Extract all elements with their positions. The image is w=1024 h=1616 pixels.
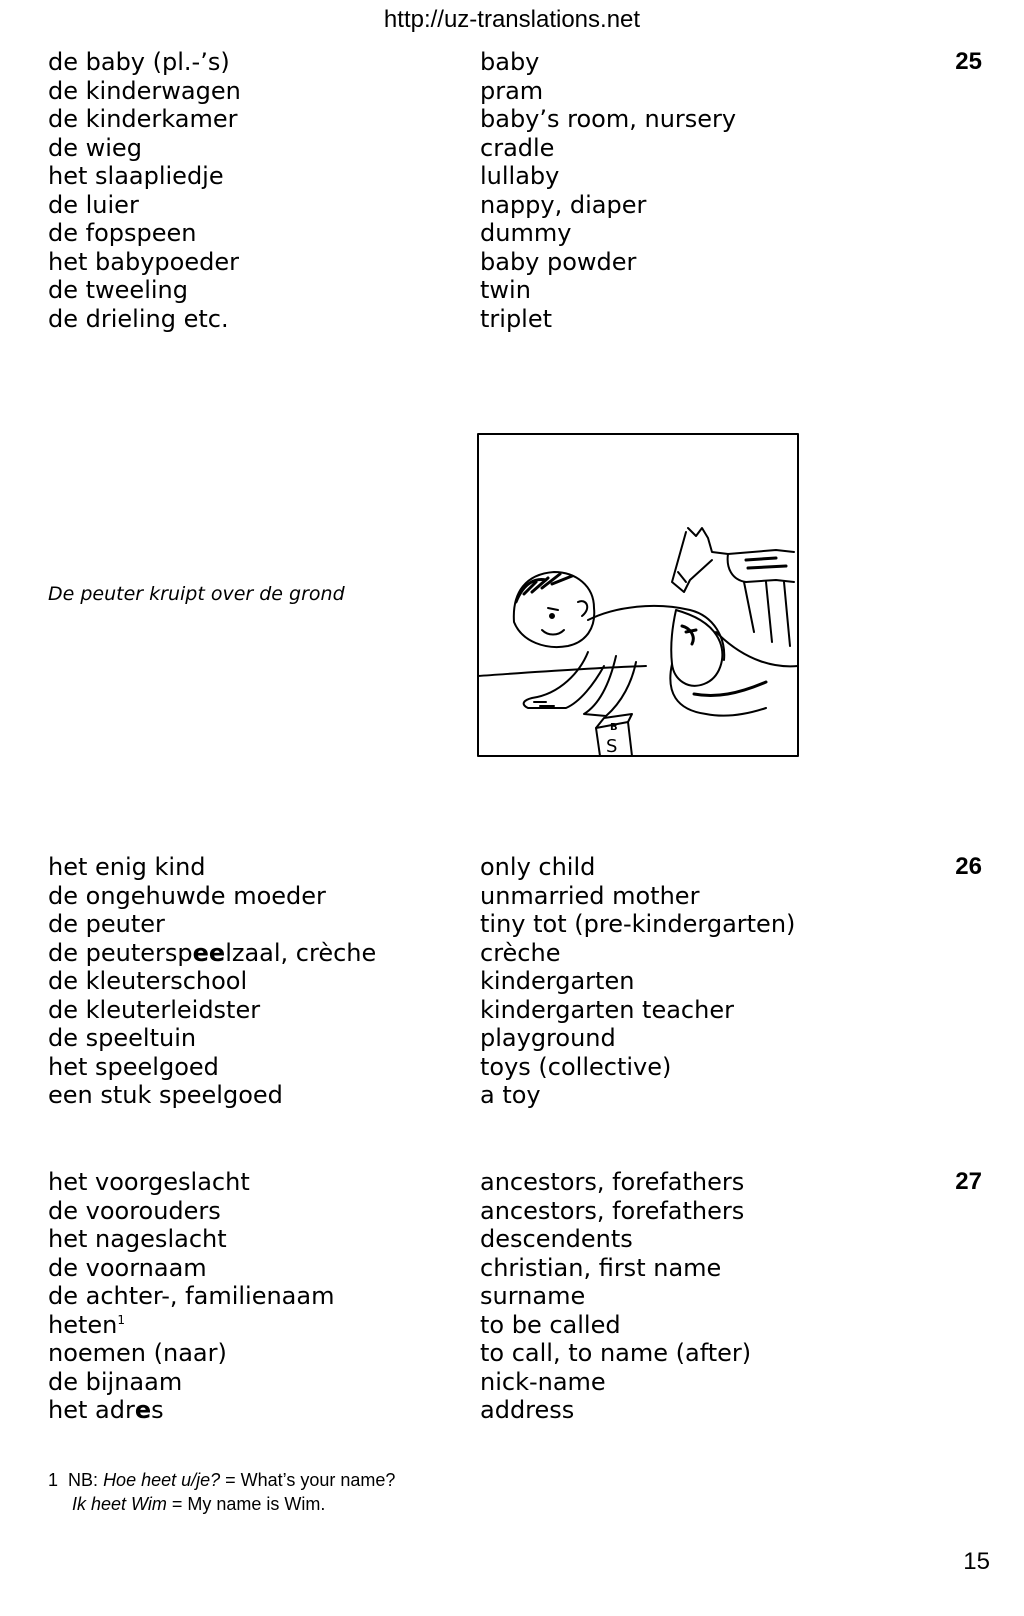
vocab-row (0, 248, 1024, 277)
vocab-row (0, 853, 1024, 882)
dutch-term-part: s (151, 1396, 164, 1424)
vocab-row (0, 1024, 1024, 1053)
dutch-term-part: lzaal, crèche (225, 938, 377, 967)
english-term: pram (480, 76, 544, 105)
english-term: toys (collective) (480, 1052, 672, 1081)
dutch-term: een stuk speelgoed (48, 1081, 283, 1109)
dutch-term-part: het adr (48, 1396, 135, 1424)
vocab-row (0, 996, 1024, 1025)
english-term: baby’s room, nursery (480, 105, 737, 133)
english-term: triplet (480, 304, 553, 333)
block-letter-top: B (610, 722, 618, 733)
dutch-term: de ongehuwde moeder (48, 881, 326, 910)
vocab-row (0, 1053, 1024, 1082)
section-number: 25 (955, 48, 982, 75)
dutch-term-part: heten (48, 1310, 118, 1339)
dutch-term: de baby (pl.-’s) (48, 48, 230, 76)
vocab-row (0, 48, 1024, 77)
dutch-term: de kleuterleidster (48, 995, 261, 1024)
vocab-row (0, 967, 1024, 996)
dutch-term: de voorouders (48, 1196, 221, 1225)
english-term: christian, first name (480, 1253, 722, 1282)
dutch-term: het enig kind (48, 853, 206, 881)
vocab-row (0, 1254, 1024, 1283)
english-term: crèche (480, 938, 561, 967)
vocab-row (0, 134, 1024, 163)
header-url: http://uz-translations.net (383, 6, 641, 33)
dutch-term: de drieling etc. (48, 304, 229, 333)
footnote-ref: 1 (117, 1312, 126, 1327)
vocab-row (0, 105, 1024, 134)
section-26 (0, 853, 1024, 1110)
dutch-term: de voornaam (48, 1253, 207, 1282)
english-term: playground (480, 1024, 616, 1052)
vocab-row (0, 882, 1024, 911)
dutch-term: de kinderwagen (48, 76, 241, 105)
footnote-line-2 (48, 1492, 395, 1516)
english-term: dummy (480, 219, 572, 247)
footnote-line-1 (48, 1468, 395, 1492)
dutch-term: de tweeling (48, 276, 188, 304)
vocab-row (0, 1311, 1024, 1340)
footnote-question-translation: = What’s your name? (220, 1470, 396, 1490)
english-term: cradle (480, 133, 555, 162)
english-term: twin (480, 276, 531, 304)
crawling-toddler-illustration (476, 432, 801, 758)
english-term: a toy (480, 1081, 541, 1109)
vocab-row (0, 939, 1024, 968)
english-term: to be called (480, 1310, 621, 1339)
vocab-row (0, 305, 1024, 334)
footnote-answer-translation: = My name is Wim. (166, 1494, 326, 1514)
english-term: descendents (480, 1225, 633, 1253)
dutch-term: de speeltuin (48, 1024, 197, 1052)
dutch-term: het babypoeder (48, 247, 239, 276)
english-term: unmarried mother (480, 881, 700, 910)
section-number: 26 (955, 853, 982, 880)
footnote-answer: Ik heet Wim (72, 1494, 167, 1514)
dutch-term (48, 1311, 125, 1340)
vocab-row (0, 276, 1024, 305)
english-term: kindergarten teacher (480, 995, 734, 1024)
page-number: 15 (963, 1548, 990, 1575)
english-term: baby powder (480, 247, 637, 276)
dutch-term: het voorgeslacht (48, 1168, 250, 1196)
dutch-term: de kleuterschool (48, 967, 248, 995)
vocab-row (0, 1339, 1024, 1368)
vocab-row (0, 219, 1024, 248)
section-27 (0, 1168, 1024, 1425)
footnote-marker: 1 (48, 1470, 59, 1490)
english-term: tiny tot (pre-kindergarten) (480, 910, 796, 938)
block-letter-front: S (606, 736, 618, 757)
vocab-row (0, 1168, 1024, 1197)
dutch-term: het slaapliedje (48, 162, 224, 190)
english-term: nick-name (480, 1367, 606, 1396)
dutch-term: de bijnaam (48, 1367, 183, 1396)
vocab-row (0, 191, 1024, 220)
vocab-row (0, 77, 1024, 106)
dutch-term: noemen (naar) (48, 1339, 227, 1367)
dutch-term: de kinderkamer (48, 105, 238, 133)
dutch-term: het nageslacht (48, 1225, 227, 1253)
dutch-term-part: de peutersp (48, 938, 193, 967)
stress-mark: ee (192, 938, 226, 967)
section-number: 27 (955, 1168, 982, 1195)
english-term: surname (480, 1282, 586, 1310)
vocab-row (0, 1368, 1024, 1397)
dutch-term (48, 1396, 164, 1425)
dutch-term: de achter-, familienaam (48, 1282, 335, 1310)
footnote-nb: NB: (68, 1470, 99, 1490)
english-term: ancestors, forefathers (480, 1196, 745, 1225)
section-25 (0, 48, 1024, 333)
vocab-row (0, 162, 1024, 191)
dutch-term: de fopspeen (48, 219, 197, 247)
vocab-row (0, 1225, 1024, 1254)
footnote (48, 1468, 395, 1516)
dutch-term: de luier (48, 190, 139, 219)
english-term: to call, to name (after) (480, 1339, 752, 1367)
vocab-row (0, 1282, 1024, 1311)
english-term: lullaby (480, 162, 560, 190)
english-term: nappy, diaper (480, 190, 647, 219)
dutch-term: het speelgoed (48, 1052, 219, 1081)
english-term: baby (480, 48, 540, 76)
vocab-row (0, 910, 1024, 939)
vocab-row (0, 1197, 1024, 1226)
stress-mark: e (134, 1396, 152, 1424)
dutch-term: de wieg (48, 133, 142, 162)
english-term: address (480, 1396, 575, 1424)
english-term: only child (480, 853, 596, 881)
vocab-row (0, 1081, 1024, 1110)
english-term: ancestors, forefathers (480, 1168, 745, 1196)
dutch-term (48, 939, 376, 968)
illustration-caption: De peuter kruipt over de grond (48, 583, 345, 605)
footnote-question: Hoe heet u/je? (103, 1470, 221, 1490)
vocab-row (0, 1396, 1024, 1425)
english-term: kindergarten (480, 967, 635, 995)
dutch-term: de peuter (48, 910, 165, 938)
